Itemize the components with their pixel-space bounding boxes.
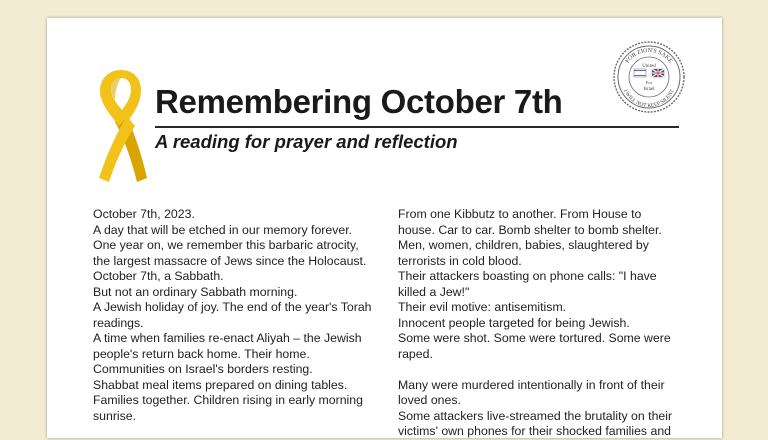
text-line: Their evil motive: antisemitism.	[398, 300, 567, 314]
text-line: But not an ordinary Sabbath morning.	[93, 284, 298, 299]
yellow-ribbon-icon	[93, 66, 149, 182]
text-line: Many were murdered intentionally in front of their	[398, 377, 665, 392]
text-line: victims' own phones for their shocked families and	[398, 424, 672, 438]
page-title: Remembering October 7th	[155, 83, 563, 120]
text-line: the largest massacre of Jews since the Holocaust.	[93, 253, 367, 268]
text-line: A time when families re-enact Aliyah – the Jewish	[93, 331, 362, 345]
text-line: loved ones.	[398, 393, 461, 407]
page-subtitle: A reading for prayer and reflection	[155, 131, 458, 152]
text-line: Innocent people targeted for being Jewish.	[398, 315, 630, 330]
text-line: raped.	[398, 346, 433, 361]
text-line: October 7th, a Sabbath.	[93, 269, 224, 283]
text-line: Families together. Children rising in early morning	[93, 393, 363, 407]
text-line: From one Kibbutz to another. From House to	[398, 207, 642, 221]
seal-small-text: For	[645, 80, 653, 85]
text-line: readings.	[93, 315, 144, 330]
paragraph-gap	[398, 362, 698, 378]
text-line: killed a Jew!"	[398, 284, 470, 299]
seal-middle-text: United	[642, 64, 656, 69]
text-line: One year on, we remember this barbaric atrocity,	[93, 238, 359, 252]
text-line: people's return back home. Their home.	[93, 346, 310, 361]
seal-lower-text: Israel	[643, 87, 655, 92]
text-line: October 7th, 2023.	[93, 207, 195, 221]
left-column-text	[93, 207, 393, 424]
for-zions-sake-seal-icon	[612, 40, 686, 114]
text-line: Some were shot. Some were tortured. Some were	[398, 331, 671, 345]
text-line: Their attackers boasting on phone calls: "I have	[398, 269, 657, 283]
seal-bottom-text: I WILL NOT KEEP SILENT	[622, 88, 676, 110]
title-divider	[155, 126, 679, 128]
text-line: Some attackers live-streamed the brutality on their	[398, 408, 673, 423]
text-line: Communities on Israel's borders resting.	[93, 362, 313, 376]
text-line: sunrise.	[93, 408, 137, 423]
right-column-text	[398, 207, 698, 440]
seal-top-text: FOR ZION'S SAKE	[624, 47, 674, 65]
text-line: house. Car to car. Bomb shelter to bomb shelter.	[398, 222, 662, 237]
document-page	[47, 18, 722, 438]
text-line: Men, women, children, babies, slaughtered by	[398, 238, 649, 252]
text-line: A day that will be etched in our memory forever.	[93, 222, 353, 237]
text-line: Shabbat meal items prepared on dining tables.	[93, 377, 348, 392]
text-line: terrorists in cold blood.	[398, 253, 522, 268]
text-line: A Jewish holiday of joy. The end of the year's Torah	[93, 300, 372, 314]
